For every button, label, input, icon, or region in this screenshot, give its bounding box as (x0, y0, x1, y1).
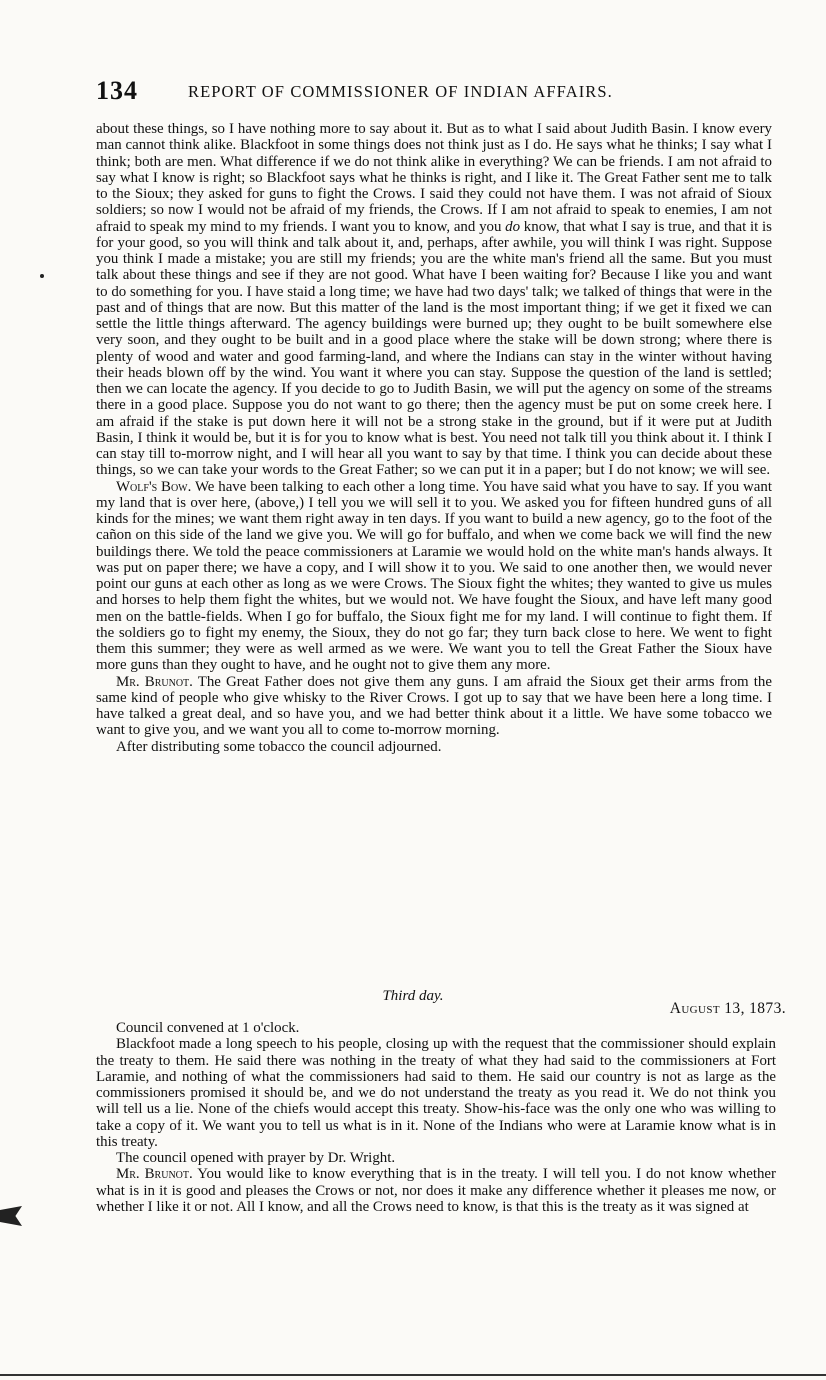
scan-mark (0, 1206, 22, 1226)
paragraph (96, 674, 772, 739)
running-head: REPORT OF COMMISSIONER OF INDIAN AFFAIRS. (188, 82, 613, 101)
body-text-continued (96, 1020, 776, 1215)
paragraph: The council opened with prayer by Dr. Wright. (116, 1150, 396, 1166)
section-title: Third day. (382, 988, 444, 1004)
paragraph (96, 121, 772, 479)
paragraph-text: know, that what I say is true, and that it is for your good, so you will think and talk about it, and, perhaps, after awhile, you will think I was right. Suppose you think I made a mistake; you are still my friends; you are the white man's friend all the same. But you must talk about these things and see if they are not good. What have I been waiting for? Because I like you and want to do something for you. I have staid a long time; we have had two days' talk; we talked of things that were in the past and of things that are now. But this matter of the land is the most important thing; if we get it fixed we can settle the little things afterward. The agency buildings were burned up; they ought to be built somewhere else very soon, and they ought to be built and in a good place where the stake will be down strong; where there is plenty of wood and water and good farming-land, and where the Indians can stay in the winter without having their heads blown off by the wind. You want it where you can stay. Suppose the question of the land is settled; then we can locate the agency. If you decide to go to Judith Basin, we will put the agency on some of the streams there in a good place. Suppose you do not want to go there; then the agency must be put on some creek here. I am afraid if the stake is put down here it will not be a strong stake in the ground, but if it were put at Judith Basin, I think it would be, but it is for you to know what is best. You need not talk till you think about it. I think I can stay till to-morrow night, and I will hear all you want to say by that time. I think you can decide about these things, so we can take your words to the Great Father; so we can put it in a paper; but I do not know; we will see. (96, 218, 772, 479)
speaker-name: Mr. Brunot. (116, 1166, 193, 1183)
paragraph-text: We have been talking to each other a long time. You have said what you have to say. If you want my land that is over here, (above,) I tell you we will sell it to you. We asked you for fifteen hundred guns of all kinds for the mines; we want them right away in ten days. If you want to build a new agency, go to the foot of the cañon on this side of the land we give you. We will go for buffalo, and when we come back we will find the new buildings there. We told the peace commissioners at Laramie we would hold on the white man's hands always. It was put on paper there; we have a copy, and I will show it to you. We said to one another then, we would never point our guns at each other as long as we were Crows. The Sioux fight the whites; they wanted to give us mules and horses to help them fight the whites, but we would not. We have fought the Sioux, and have left many good men on the battle-fields. When I go for buffalo, the Sioux fight me for my land. I will continue to fight them. If the soldiers go to fight my enemy, the Sioux, they do not go far; they turn back close to here. We went to fight them this summer; they were as well armed as we were. We want you to tell the Great Father the Sioux have more guns than they ought to have, and he ought not to give them any more. (96, 478, 772, 674)
paragraph: Council convened at 1 o'clock. (116, 1020, 300, 1036)
italic-word: do (505, 218, 521, 235)
paragraph (96, 479, 772, 674)
paragraph-text: about these things, so I have nothing more to say about it. But as to what I said about Judith Basin. I know every man cannot think alike. Blackfoot in some things does not think just as I do. He says what he thinks; I say what I think; both are men. What difference if we do not think alike in everything? We can be friends. I am not afraid to say what I know is right; so Blackfoot says what he thinks is right, and I like it. The Great Father sent me to talk to the Sioux; they asked for guns to fight the Crows. I said they could not have them. I was not afraid of Sioux soldiers; so now I would not be afraid of my friends, the Crows. If I am not afraid to speak to enemies, I am not afraid to speak my mind to my friends. I want you to know, and you (96, 121, 772, 235)
body-text (96, 121, 772, 755)
paragraph (96, 1166, 776, 1215)
paragraph: Blackfoot made a long speech to his people, closing up with the request that the commissioner should explain the treaty to them. He said there was nothing in the treaty of what they had said to the commissioners at Fort Laramie, and nothing of what the commissioners had said to them. He said our country is not as large as the commissioners promised it should be, and we do not understand the treaty as you read it. We do not think you will tell us a lie. None of the chiefs would accept this treaty. Show-his-face was the only one who was willing to take a copy of it. We want you to tell us what is in it. None of the Indians who were at Laramie know what is in this treaty. (96, 1036, 776, 1150)
page-number: 134 (96, 76, 138, 105)
page-edge (0, 1374, 826, 1376)
section-date: August 13, 1873. (669, 1000, 786, 1017)
paragraph-text: You would like to know everything that is in the treaty. I will tell you. I do not know whether what is in it is good and pleases the Crows or not, nor does it make any difference whether it pleases me now, or whether I like it or not. All I know, and all the Crows need to know, is that this is the treaty as it was signed at (96, 1166, 776, 1215)
paragraph: After distributing some tobacco the council adjourned. (116, 738, 442, 755)
page-header (96, 76, 676, 106)
speaker-name: Wolf's Bow. (116, 478, 192, 495)
paragraph-text: The Great Father does not give them any guns. I am afraid the Sioux get their arms from the same kind of people who give whisky to the River Crows. I got up to say that we have been here a long time. I have talked a great deal, and so have you, and we had better think about it a little. We have some tobacco we want to give you, and we want you all to come to-morrow morning. (96, 673, 772, 739)
speaker-name: Mr. Brunot. (116, 673, 193, 690)
scan-speck (40, 274, 44, 278)
